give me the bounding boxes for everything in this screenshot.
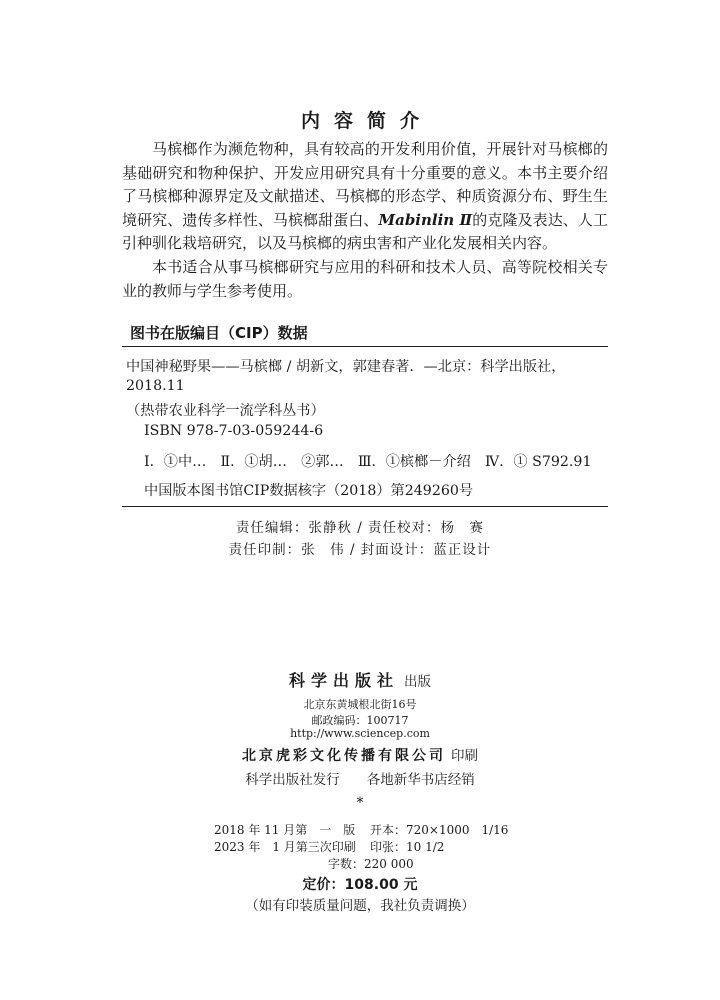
cip-line-1: 中国神秘野果——马槟榔 / 胡新文，郭建春著．—北京：科学出版社， xyxy=(126,359,566,375)
publisher-name: 科学出版社 xyxy=(288,671,399,690)
staff-line-1: 责任编辑：张静秋 / 责任校对：杨 赛 xyxy=(235,520,485,536)
price: 定价：108.00 元 xyxy=(302,877,418,893)
publisher-line xyxy=(0,668,720,691)
distribution-line: 科学出版社发行 各地新华书店经销 xyxy=(245,772,475,788)
print-run: 2023 年 1 月第三次印刷 xyxy=(214,840,356,854)
summary-paragraph-2: 本书适合从事马槟榔研究与应用的科研和技术人员、高等院校相关专业的教师与学生参考使用。 xyxy=(122,257,608,300)
summary-paragraph-1 xyxy=(122,138,608,256)
publisher-postcode: 邮政编码：100717 xyxy=(311,714,409,727)
print-sheets: 印张：10 1/2 xyxy=(370,840,445,854)
cip-heading: 图书在版编目（CIP）数据 xyxy=(130,324,308,342)
book-format: 开本：720×1000 1/16 xyxy=(370,823,509,837)
protein-name: Mabinlin Ⅱ xyxy=(378,210,473,229)
publisher-website: http://www.sciencep.com xyxy=(290,727,430,740)
publisher-role: 出版 xyxy=(404,674,432,690)
cip-isbn: ISBN 978-7-03-059244-6 xyxy=(144,423,324,439)
cip-series: （热带农业科学一流学科丛书） xyxy=(126,403,325,419)
word-count: 字数：220 000 xyxy=(328,857,414,871)
page-title: 内容简介 xyxy=(300,110,433,132)
cip-record-number: 中国版本图书馆CIP数据核字（2018）第249260号 xyxy=(144,483,474,499)
summary-text xyxy=(122,138,608,303)
cip-top-rule xyxy=(122,346,608,347)
printer-line xyxy=(0,744,720,765)
quality-notice: （如有印装质量问题，我社负责调换） xyxy=(245,898,475,914)
publisher-address: 北京东黄城根北街16号 xyxy=(303,698,417,711)
first-edition: 2018 年 11 月第 一 版 xyxy=(214,823,356,837)
staff-line-2: 责任印制：张 伟 / 封面设计：蓝正设计 xyxy=(228,542,492,558)
summary-paragraph-1-text-a: 马槟榔作为濒危物种，具有较高的开发利用价值，开展针对马槟榔的基础研究和物种保护、开发应用研究具有十分重要的意义。本书主要介绍了马槟榔种源界定及文献描述、马槟榔的形态学、种质资源分布、野生生境研究、遗传多样性、马槟榔甜蛋白、 xyxy=(122,140,608,229)
cip-bottom-rule xyxy=(122,506,608,507)
cip-line-2: 2018.11 xyxy=(126,378,185,394)
printer-name: 北京虎彩文化传播有限公司 xyxy=(241,748,446,764)
summary-paragraph-1-text-b: 的克隆及表达、人工引种驯化栽培研究，以及马槟榔的病虫害和产业化发展相关内容。 xyxy=(122,210,608,253)
cip-classification: Ⅰ．①中… Ⅱ．①胡… ②郭… Ⅲ．①槟榔－介绍 Ⅳ．① S792.91 xyxy=(144,454,592,470)
printer-role: 印刷 xyxy=(451,748,479,764)
separator-star: * xyxy=(356,795,364,811)
